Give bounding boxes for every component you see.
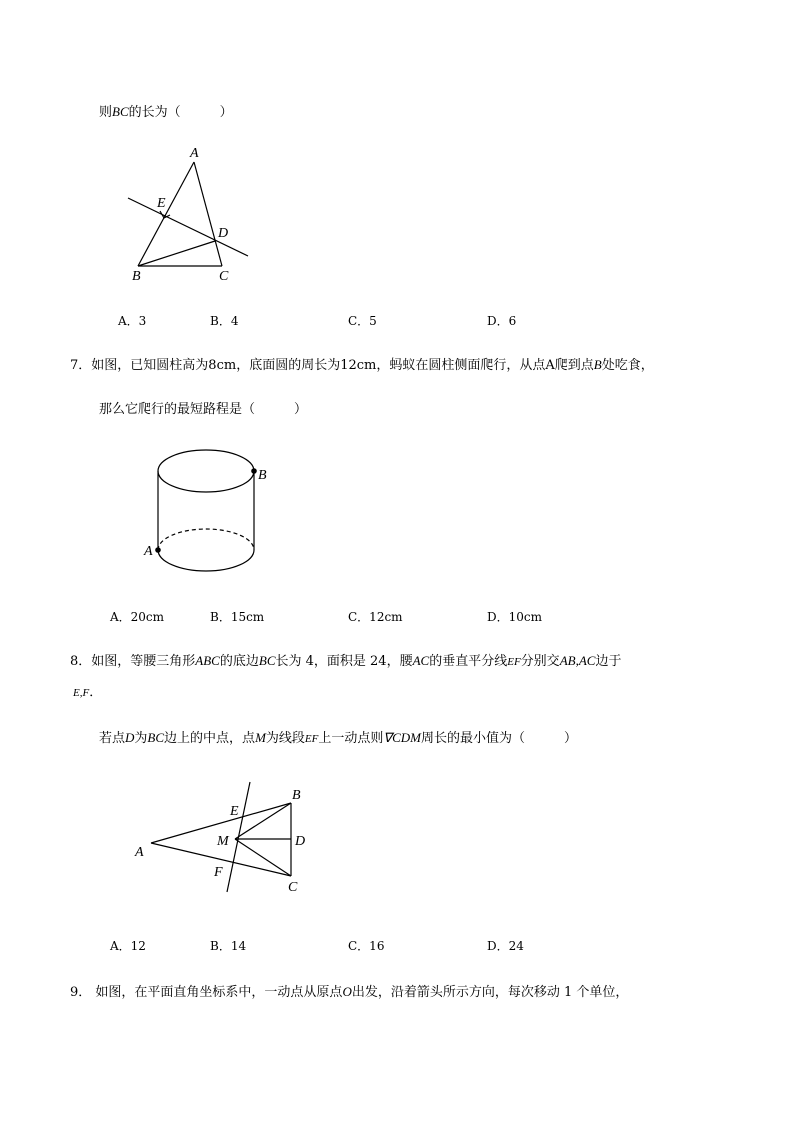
q8-label-e: E bbox=[230, 804, 239, 819]
q8-label-m: M bbox=[217, 834, 229, 849]
q9-stem-line1: 9． 如图，在平面直角坐标系中，一动点从原点O出发，沿着箭头所示方向，每次移动 1 个单位， bbox=[70, 984, 629, 1000]
q7-stem-line2: 那么它爬行的最短路程是（ ） bbox=[99, 402, 308, 417]
q8-option-d[interactable]: D．24 bbox=[487, 939, 524, 953]
q8-label-b: B bbox=[292, 788, 301, 803]
q6-label-b: B bbox=[132, 269, 141, 284]
q7-stem-line1: 7．如图，已知圆柱高为8cm，底面圆的周长为12cm，蚂蚁在圆柱侧面爬行，从点A爬到点B处吃食， bbox=[70, 357, 654, 373]
q6-option-d[interactable]: D．6 bbox=[487, 314, 517, 328]
q8-option-a[interactable]: A．12 bbox=[110, 939, 146, 953]
q7-option-b[interactable]: B．15cm bbox=[210, 610, 265, 624]
q8-stem-line2: 若点D为BC边上的中点，点M为线段EF上一动点则∇CDM周长的最小值为（ ） bbox=[99, 730, 577, 746]
q6-label-d: D bbox=[218, 226, 229, 241]
q7-label-b: B bbox=[258, 468, 267, 483]
q6-label-c: C bbox=[219, 269, 229, 284]
q8-label-a: A bbox=[135, 845, 144, 860]
q6-option-b[interactable]: B．4 bbox=[210, 314, 239, 328]
q8-label-c: C bbox=[288, 880, 298, 895]
q8-stem-line1: 8．如图，等腰三角形ABC的底边BC长为 4，面积是 24，腰AC的垂直平分线EF分别交AB,AC边于 bbox=[70, 653, 622, 669]
q7-option-c[interactable]: C．12cm bbox=[348, 610, 403, 624]
q8-label-f: F bbox=[214, 865, 223, 880]
q7-label-a: A bbox=[144, 544, 153, 559]
q8-label-d: D bbox=[295, 834, 306, 849]
q6-stem-tail: 则BC的长为（ ） bbox=[99, 104, 233, 120]
q8-option-b[interactable]: B．14 bbox=[210, 939, 247, 953]
q6-option-a[interactable]: A．3 bbox=[118, 314, 147, 328]
q6-label-e: E bbox=[157, 196, 166, 211]
q6-label-a: A bbox=[190, 146, 199, 161]
q7-option-a[interactable]: A．20cm bbox=[110, 610, 165, 624]
q6-option-c[interactable]: C．5 bbox=[348, 314, 377, 328]
q8-stem-line1b: E,F． bbox=[73, 685, 103, 700]
q7-option-d[interactable]: D．10cm bbox=[487, 610, 542, 624]
q8-option-c[interactable]: C．16 bbox=[348, 939, 385, 953]
